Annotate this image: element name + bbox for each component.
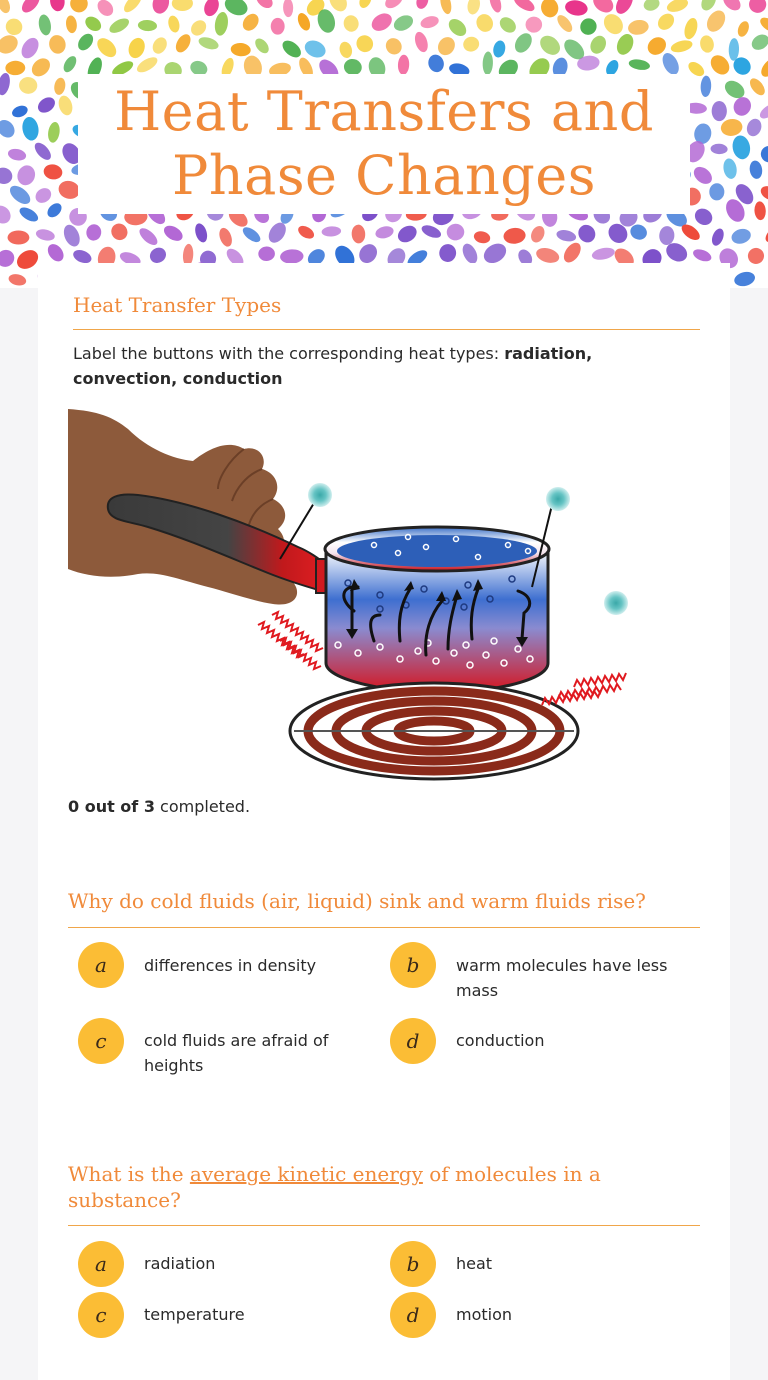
confetti-dot — [338, 40, 354, 59]
confetti-dot — [731, 94, 755, 118]
confetti-dot — [642, 0, 661, 13]
confetti-dot — [760, 145, 768, 164]
confetti-dot — [61, 222, 83, 249]
progress-text: 0 out of 3 completed. — [68, 797, 251, 816]
confetti-dot — [665, 0, 690, 14]
confetti-dot — [524, 15, 543, 33]
confetti-dot — [511, 30, 535, 56]
confetti-dot — [720, 0, 744, 14]
q1-option-d-text[interactable]: conduction — [456, 1031, 545, 1050]
confetti-dot — [383, 35, 405, 58]
confetti-dot — [280, 249, 304, 265]
confetti-dot — [35, 228, 56, 243]
confetti-dot — [722, 157, 738, 180]
confetti-dot — [15, 163, 38, 188]
q2-option-d-text[interactable]: motion — [456, 1305, 513, 1324]
title-box — [78, 74, 690, 214]
confetti-dot — [627, 18, 650, 36]
confetti-dot — [353, 32, 376, 55]
confetti-dot — [474, 11, 496, 34]
confetti-dot — [173, 32, 194, 55]
confetti-dot — [8, 230, 30, 244]
confetti-dot — [461, 35, 481, 54]
confetti-dot — [564, 0, 589, 17]
confetti-dot — [279, 37, 304, 60]
confetti-dot — [587, 33, 609, 56]
label-button-radiation[interactable] — [604, 591, 628, 615]
confetti-dot — [600, 10, 627, 38]
confetti-dot — [49, 0, 65, 12]
confetti-dot — [614, 31, 637, 57]
confetti-dot — [37, 14, 52, 37]
confetti-dot — [539, 0, 561, 19]
confetti-dot — [33, 185, 54, 206]
confetti-dot — [271, 18, 285, 35]
confetti-dot — [710, 143, 728, 154]
confetti-dot — [763, 222, 768, 246]
confetti-dot — [730, 227, 753, 246]
q2-option-b-badge[interactable]: b — [390, 1241, 436, 1287]
q2-option-b-text[interactable]: heat — [456, 1254, 493, 1273]
confetti-dot — [2, 15, 25, 38]
confetti-dot — [193, 222, 209, 244]
confetti-dot — [745, 245, 767, 266]
confetti-dot — [32, 140, 54, 163]
confetti-dot — [758, 55, 768, 80]
confetti-dot — [435, 34, 459, 58]
confetti-dot — [698, 0, 719, 13]
confetti-dot — [135, 54, 160, 75]
confetti-dot — [709, 183, 724, 200]
q1-option-c-text[interactable]: cold fluids are afraid of heights — [144, 1031, 329, 1075]
confetti-dot — [65, 15, 78, 34]
confetti-dot — [0, 32, 21, 58]
confetti-dot — [720, 117, 744, 137]
confetti-dot — [612, 0, 636, 17]
confetti-dot — [733, 270, 757, 288]
confetti-dot — [391, 12, 415, 34]
confetti-dot — [35, 94, 58, 116]
confetti-dot — [420, 223, 443, 241]
confetti-dot — [438, 243, 457, 263]
confetti-dot — [7, 147, 27, 162]
confetti-dot — [0, 202, 14, 227]
confetti-dot — [150, 35, 170, 56]
confetti-dot — [692, 205, 716, 228]
confetti-dot — [368, 10, 395, 35]
confetti-dot — [536, 32, 563, 59]
confetti-dot — [670, 38, 694, 54]
confetti-dot — [47, 121, 61, 143]
confetti-dot — [42, 163, 63, 181]
confetti-dot — [700, 75, 712, 97]
confetti-dot — [213, 11, 229, 37]
confetti-dot — [150, 0, 171, 16]
q1-option-a-badge[interactable]: a — [78, 942, 124, 988]
confetti-dot — [0, 165, 15, 186]
page-title: Heat Transfers and Phase Changes — [114, 80, 654, 207]
confetti-dot — [47, 33, 67, 55]
confetti-dot — [691, 247, 713, 264]
q1-option-b-badge[interactable]: b — [390, 942, 436, 988]
confetti-dot — [83, 14, 104, 34]
question-2-divider — [68, 1225, 700, 1226]
instructions-text: Label the buttons with the corresponding heat types: radiation, convection, conduction — [73, 344, 593, 388]
confetti-dot — [67, 0, 92, 16]
confetti-dot — [217, 226, 234, 248]
confetti-dot — [497, 14, 519, 36]
confetti-dot — [445, 16, 469, 40]
confetti-dot — [374, 224, 395, 240]
q2-option-c-badge[interactable]: c — [78, 1292, 124, 1338]
confetti-dot — [748, 0, 767, 14]
confetti-dot — [283, 0, 294, 17]
confetti-dot — [321, 226, 341, 237]
confetti-dot — [575, 222, 599, 246]
confetti-dot — [302, 37, 328, 60]
confetti-dot — [758, 183, 768, 202]
q2-option-c-text[interactable]: temperature — [144, 1305, 245, 1324]
confetti-dot — [419, 14, 440, 30]
confetti-dot — [17, 205, 40, 225]
section-divider — [73, 329, 700, 330]
confetti-dot — [253, 36, 272, 56]
confetti-dot — [28, 55, 53, 80]
confetti-dot — [754, 201, 767, 220]
confetti-dot — [577, 15, 600, 38]
confetti-dot — [655, 10, 678, 33]
q1-option-d-badge[interactable]: d — [390, 1018, 436, 1064]
section-title: Heat Transfer Types — [73, 293, 282, 317]
confetti-dot — [108, 220, 131, 243]
confetti-dot — [161, 223, 185, 244]
q1-option-b-text[interactable]: warm molecules have less mass — [456, 956, 668, 1000]
confetti-dot — [0, 117, 18, 141]
confetti-dot — [749, 31, 768, 53]
confetti-dot — [728, 38, 739, 61]
confetti-dot — [691, 163, 716, 187]
confetti-dot — [94, 35, 120, 61]
confetti-dot — [560, 240, 584, 266]
confetti-dot — [758, 15, 768, 35]
confetti-dot — [482, 51, 493, 75]
confetti-dot — [258, 246, 275, 261]
confetti-dot — [699, 34, 716, 54]
q2-option-d-badge[interactable]: d — [390, 1292, 436, 1338]
confetti-dot — [414, 0, 430, 11]
q1-option-c-badge[interactable]: c — [78, 1018, 124, 1064]
confetti-dot — [488, 0, 504, 14]
confetti-dot — [397, 54, 409, 75]
confetti-dot — [75, 31, 96, 53]
question-2-title: What is the average kinetic energy of molecules in a substance? — [68, 1162, 601, 1212]
label-button-convection[interactable] — [546, 487, 570, 511]
q2-option-a-text[interactable]: radiation — [144, 1254, 216, 1273]
confetti-dot — [528, 224, 547, 245]
confetti-dot — [0, 247, 17, 270]
confetti-dot — [591, 246, 616, 262]
confetti-dot — [0, 72, 12, 96]
confetti-dot — [492, 39, 507, 58]
confetti-dot — [296, 223, 316, 241]
confetti-dot — [682, 16, 699, 40]
confetti-dot — [107, 15, 131, 35]
confetti-dot — [7, 182, 34, 207]
confetti-dot — [167, 14, 182, 33]
confetti-dot — [628, 58, 651, 72]
confetti-dot — [446, 223, 465, 242]
confetti-dot — [731, 134, 753, 161]
confetti-dot — [0, 0, 12, 15]
confetti-dot — [53, 77, 67, 96]
confetti-dot — [19, 0, 43, 16]
confetti-dot — [351, 224, 365, 243]
confetti-dot — [188, 17, 209, 38]
confetti-dot — [21, 116, 41, 142]
confetti-dot — [18, 35, 42, 62]
confetti-dot — [511, 0, 536, 14]
confetti-dot — [748, 160, 763, 180]
confetti-dot — [342, 14, 360, 33]
confetti-dot — [45, 200, 65, 220]
confetti-dot — [61, 54, 79, 74]
confetti-dot — [426, 53, 446, 74]
confetti-dot — [710, 227, 726, 247]
header-banner — [0, 0, 768, 288]
heat-transfer-illustration — [68, 409, 700, 797]
confetti-dot — [138, 19, 158, 31]
confetti-dot — [45, 241, 67, 264]
confetti-dot — [253, 0, 275, 11]
confetti-dot — [5, 60, 25, 75]
confetti-dot — [757, 101, 768, 121]
question-1-title: Why do cold fluids (air, liquid) sink and warm fluids rise? — [68, 889, 646, 913]
confetti-dot — [85, 223, 102, 241]
confetti-dot — [438, 0, 453, 15]
confetti-dot — [172, 0, 193, 11]
confetti-dot — [555, 13, 576, 35]
confetti-dot — [395, 222, 420, 245]
confetti-dot — [126, 36, 148, 61]
confetti-dot — [503, 227, 527, 245]
confetti-dot — [240, 224, 263, 244]
confetti-dot — [736, 20, 751, 39]
confetti-dot — [382, 0, 405, 11]
confetti-dot — [230, 42, 251, 57]
label-button-conduction[interactable] — [308, 483, 332, 507]
question-1-divider — [68, 927, 700, 928]
confetti-dot — [745, 117, 764, 138]
confetti-dot — [413, 30, 431, 54]
q1-option-a-text[interactable]: differences in density — [144, 956, 317, 975]
confetti-dot — [7, 272, 27, 287]
confetti-dot — [466, 0, 482, 16]
confetti-dot — [121, 0, 145, 15]
confetti-dot — [197, 35, 220, 52]
confetti-dot — [703, 7, 729, 35]
confetti-dot — [137, 225, 161, 248]
confetti-dot — [707, 52, 733, 79]
confetti-dot — [659, 226, 675, 246]
confetti-dot — [19, 76, 38, 94]
confetti-dot — [10, 104, 29, 120]
confetti-dot — [590, 0, 617, 16]
q2-option-a-badge[interactable]: a — [78, 1241, 124, 1287]
confetti-dot — [712, 101, 727, 121]
confetti-dot — [357, 0, 374, 10]
confetti-dot — [555, 228, 577, 243]
confetti-dot — [747, 76, 768, 98]
confetti-dot — [56, 94, 74, 117]
confetti-dot — [94, 0, 116, 19]
confetti-dot — [473, 230, 492, 245]
